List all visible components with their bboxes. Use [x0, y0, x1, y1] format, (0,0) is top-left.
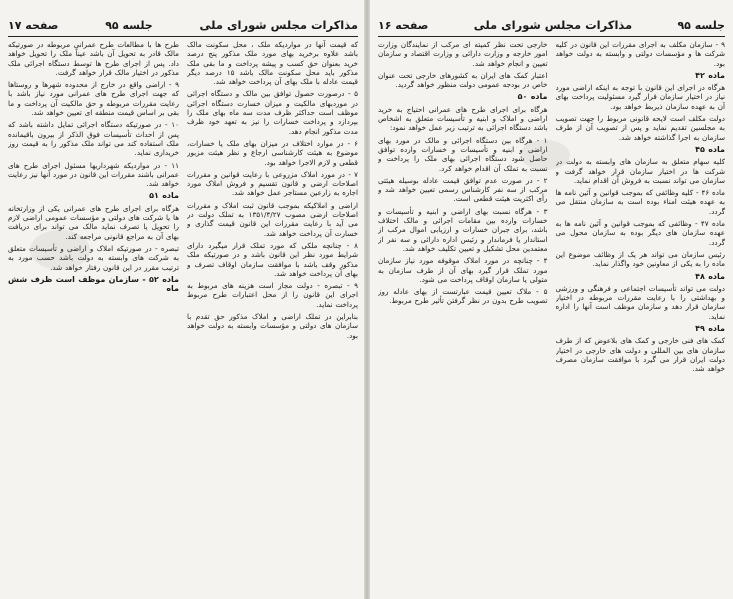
article-heading: ماده ۴۵ [695, 144, 725, 154]
paragraph: ۷ - در مورد املاک مزروعی با رعایت قوانین و مقررات اصلاحات ارضی و قانون تقسیم و فروش املاک مورد اجاره به زارعین مستاجر عمل خواهد شد. [187, 169, 358, 198]
paragraph: بنابراین در تملک اراضی و املاک مذکور حق تقدم با سازمان های دولتی و مؤسسات وابسته به دولت خواهد بود. [187, 312, 358, 340]
left-page-title: مذاکرات مجلس شورای ملی [199, 18, 358, 32]
paragraph: کمک های فنی خارجی و کمک های بلاعوض که از طرف سازمان های بین المللی و دولت های خارجی در اختیار دولت ایران قرار می گیرد با موافقت سازمان مصرف خواهد شد. [555, 336, 725, 374]
right-page-header [378, 14, 725, 37]
paragraph: ۹ - سازمان مکلف به اجرای مقررات این قانون در کلیه شرکت ها و مؤسسات دولتی و وابسته به دولت خواهد بود. [555, 40, 725, 68]
paragraph: ۵ - ملاک تعیین قیمت عبارتست از بهای عادله روز تصویب طرح بدون در نظر گرفتن تأثیر طرح مربوط. [378, 287, 548, 306]
article-heading: ماده ۵۱ [149, 191, 179, 201]
paragraph: دولت مکلف است لایحه قانونی مربوط را جهت تصویب به مجلسین تقدیم نماید و پس از تصویب آن از طرف سازمان به اجرا گذاشته خواهد شد. [555, 114, 725, 142]
right-page-columns [378, 40, 725, 593]
left-page-header [8, 14, 358, 37]
paragraph: ۶ - در موارد اختلاف در میزان بهای ملک یا خسارات، موضوع به هیئت کارشناسی ارجاع و نظر هیئت مزبور قطعی و لازم الاجرا خواهد بود. [187, 138, 358, 167]
paragraph: هرگاه برای اجرای طرح های عمرانی یکی از وزارتخانه ها یا شرکت های دولتی و مؤسسات عمومی اراضی لازم را تحویل یا تصرف نماید مالک می تواند برای دریافت بهای آن به مراجع قانونی مراجعه کند. [8, 203, 179, 241]
right-page-column-right [556, 40, 726, 593]
right-page-number: صفحه ۱۶ [378, 18, 429, 32]
paragraph: دولت می تواند تأسیسات اجتماعی و فرهنگی و ورزشی و بهداشتی را با رعایت مقررات مربوطه در اختیار سازمان قرار دهد و سازمان موظف است آنها را اداره نماید. [555, 283, 725, 321]
paragraph: ۳ - هرگاه نسبت بهای اراضی و ابنیه و تأسیسات و خسارات وارده بین مقامات اجرائی و مالک اختلاف باشد، برای جبران خسارات و ارزیابی اموال مرکب از استاندار یا فرماندار و رئیس اداره دارائی و سه نفر از معتمدین محل تشکیل و تعیین تکلیف خواهد شد. [378, 206, 548, 253]
article-heading: ماده ۴۹ [695, 324, 725, 334]
paragraph: اعتبار کمک های ایران به کشورهای خارجی تحت عنوان خاص در بودجه عمومی دولت منظور خواهد گردید. [378, 70, 548, 90]
paragraph: هرگاه در اجرای این قانون با توجه به اینکه اراضی مورد نیاز در اختیار سازمان قرار گیرد مسئولیت پرداخت بهای آن به عهده سازمان ذیربط خواهد بود. [555, 83, 725, 111]
paragraph: طرح ها با مطالعات طرح عمرانی مربوطه در صورتیکه مالک قادر به تحویل آن باشد عیناً ملک را تحویل خواهد داد. پس از اجرای طرح ها توسط دستگاه اجرائی ملک مذکور در اختیار مالک قرار خواهد گرفت. [8, 40, 179, 77]
paper-stain [30, 230, 90, 270]
right-page [370, 0, 733, 599]
right-page-column-left [378, 40, 548, 593]
article-heading: ماده ۴۲ [695, 70, 725, 80]
left-page-session: جلسه ۹۵ [105, 18, 153, 32]
right-page-title: مذاکرات مجلس شورای ملی [473, 18, 633, 32]
paragraph: ماده ۴۷ - وظائفی که بموجب قوانین و آئین نامه ها به عهده سازمان های دیگر بوده به سازمان محول می گردد. [555, 219, 725, 247]
left-page-column-right [187, 40, 358, 593]
right-page-session: جلسه ۹۵ [677, 18, 725, 32]
left-page-column-left [8, 40, 179, 593]
paragraph: اراضی و املاکیکه بموجب قانون ثبت املاک و مقررات اصلاحات ارضی مصوب ۱۳۵۱/۴/۲۷ به تملک دولت در می آید با رعایت مقررات این قانون قیمت گذاری و خسارت آن پرداخت خواهد شد. [187, 200, 358, 238]
paper-stain [520, 140, 570, 170]
paragraph: ۱۱ - در مواردیکه شهرداریها مسئول اجرای طرح های عمرانی باشند مقررات این قانون در مورد آنها نیز رعایت خواهد شد. [8, 160, 179, 189]
left-page-columns [8, 40, 358, 593]
paragraph: ۹ - اراضی واقع در خارج از محدوده شهرها و روستاها که جهت اجرای طرح های عمرانی مورد نیاز باشد با رعایت مقررات مربوطه و حق مالکیت آن پرداخت و ما بقی بر اساس قیمت منطقه ای تعیین خواهد شد. [8, 80, 179, 118]
paragraph: تبصره - در صورتیکه املاک و اراضی و تأسیسات متعلق به شرکت های وابسته به دولت باشد حسب مورد به ترتیب مقرر در این قانون رفتار خواهد شد. [8, 243, 179, 272]
left-page [0, 0, 366, 599]
left-page-number: صفحه ۱۷ [8, 18, 59, 32]
article-heading: ماده ۵۲ - سازمان موظف است ظرف شش ماه [8, 274, 179, 294]
paragraph: ۹ - تبصره - دولت مجاز است هزینه های مربوط به اجرای این قانون را از محل اعتبارات طرح مربوط پرداخت نماید. [187, 281, 358, 309]
paragraph: رئیس سازمان می تواند هر یک از وظائف موضوع این ماده را به یکی از معاونین خود واگذار نماید. [555, 249, 725, 269]
paragraph: هرگاه برای اجرای طرح های عمرانی احتیاج به خرید اراضی و املاک و ابنیه و تأسیسات متعلق به اشخاص باشد دستگاه اجرائی به ترتیب زیر عمل خواهد نمود: [378, 104, 548, 133]
paragraph: ۸ - چنانچه ملکی که مورد تملک قرار میگیرد دارای شرایط مورد نظر این قانون باشد و در صورتیکه ملک مذکور وقف باشد با موافقت سازمان اوقاف تصرف و بهای آن پرداخت خواهد شد. [187, 240, 358, 278]
paragraph: خارجی تحت نظر کمیته ای مرکب از نمایندگان وزارت امور خارجه و وزارت دارائی و وزارت اقتصاد و سازمان تعیین و انجام خواهد شد. [378, 40, 548, 68]
paragraph: ۲ - در صورت عدم توافق قیمت عادله بوسیله هیئتی مرکب از سه نفر کارشناس رسمی تعیین خواهد شد و رأی اکثریت هیئت قطعی است. [378, 175, 548, 204]
article-heading: ماده ۴۸ [695, 271, 725, 281]
article-heading: ماده ۵۰ [517, 92, 548, 102]
paragraph: ماده ۴۶ - کلیه وظائفی که بموجب قوانین و آئین نامه ها به عهده هیئت امناء بوده است به سازمان منتقل می گردد. [555, 188, 725, 216]
paragraph: ۱ - هرگاه بین دستگاه اجرائی و مالک در مورد بهای اراضی و ابنیه و تأسیسات و خسارات وارده توافق حاصل شود دستگاه اجرائی بهای ملک را پرداخت و نسبت به تملک آن اقدام خواهد کرد. [378, 135, 548, 173]
paragraph: ۱۰ - در صورتیکه دستگاه اجرائی تمایل داشته باشد که پس از احداث تأسیسات فوق الذکر از بیرون باقیمانده ملک استفاده کند می تواند ملک مذکور را به قیمت روز خریداری نماید. [8, 120, 179, 158]
paragraph: کلیه سهام متعلق به سازمان های وابسته به دولت در شرکت ها در اختیار سازمان قرار خواهد گرفت و سازمان می تواند نسبت به فروش آن اقدام نماید. [555, 157, 725, 185]
paragraph: که قیمت آنها در مواردیکه ملک ، محل سکونت مالک باشد علاوه برخرید بهای مورد ملک مذکور پنج درصد خرید بعنوان حق کسب و پیشه پرداخت و ما بقی ملک مذکور باید محل سکونت مالک باشد ۱۵ درصد دیگر قیمت عادله با ملک بهای آن پرداخت خواهد شد. [187, 40, 358, 87]
paragraph: ۴ - چنانچه در مورد املاک موقوفه مورد نیاز سازمان مورد تملک قرار گیرد بهای آن از طرف سازمان به متولی یا سازمان اوقاف پرداخت می شود. [378, 256, 548, 284]
paragraph: ۵ - درصورت حصول توافق بین مالک و دستگاه اجرائی در موردبهای مالکیت و میزان خسارت دستگاه اجرائی موظف است حداکثر ظرف مدت سه ماه بهای ملک را بپردازد و پرداخت خسارات را نیز به تعهد خود ظرف مدت مذکور انجام دهد. [187, 89, 358, 136]
